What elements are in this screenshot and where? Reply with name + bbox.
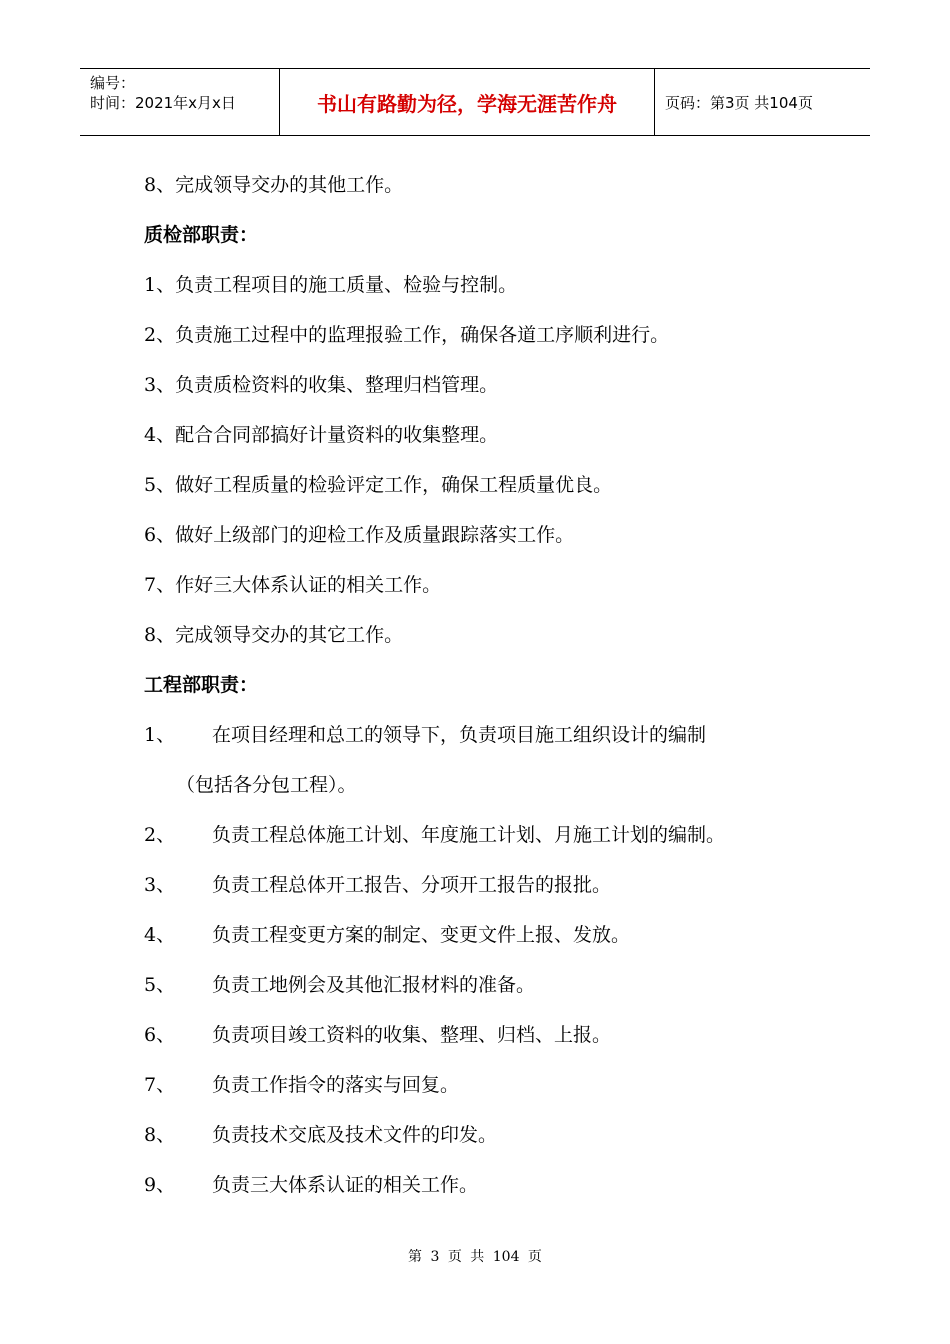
list-number: 7、 — [144, 1074, 176, 1096]
page-header — [80, 68, 870, 136]
list-item — [144, 860, 844, 910]
list-number: 3、 — [144, 874, 176, 896]
list-item: 7、作好三大体系认证的相关工作。 — [144, 574, 442, 596]
list-item: 4、配合合同部搞好计量资料的收集整理。 — [144, 424, 499, 446]
section-heading-quality: 质检部职责： — [144, 224, 259, 246]
list-item — [144, 1110, 844, 1160]
paragraph: 8、完成领导交办的其他工作。 — [144, 174, 404, 196]
list-number: 5、 — [144, 974, 176, 996]
list-number: 2、 — [144, 824, 176, 846]
list-item: 6、做好上级部门的迎检工作及质量跟踪落实工作。 — [144, 524, 575, 546]
list-item — [144, 1060, 844, 1110]
header-page-info: 页码：第3页 共104页 — [665, 93, 813, 112]
list-text: 负责项目竣工资料的收集、整理、归档、上报。 — [212, 1024, 612, 1046]
date-label: 时间：2021年x月x日 — [90, 94, 236, 112]
header-meta — [80, 69, 280, 135]
list-text: 负责三大体系认证的相关工作。 — [212, 1174, 479, 1196]
list-item: 5、做好工程质量的检验评定工作，确保工程质量优良。 — [144, 474, 613, 496]
list-number: 6、 — [144, 1024, 176, 1046]
list-number: 9、 — [144, 1174, 176, 1196]
list-item — [144, 910, 844, 960]
list-text: 在项目经理和总工的领导下，负责项目施工组织设计的编制 — [212, 724, 707, 746]
list-number: 8、 — [144, 1124, 176, 1146]
list-text: 负责工程总体开工报告、分项开工报告的报批。 — [212, 874, 612, 896]
page-footer: 第 3 页 共 104 页 — [408, 1249, 542, 1265]
list-item: 3、负责质检资料的收集、整理归档管理。 — [144, 374, 499, 396]
document-body — [144, 160, 844, 1210]
list-text: 负责技术交底及技术文件的印发。 — [212, 1124, 498, 1146]
serial-label: 编号： — [90, 74, 136, 92]
list-item: 2、负责施工过程中的监理报验工作，确保各道工序顺利进行。 — [144, 324, 670, 346]
list-item — [144, 1160, 844, 1210]
list-text: 负责工地例会及其他汇报材料的准备。 — [212, 974, 536, 996]
list-text: 负责工程变更方案的制定、变更文件上报、发放。 — [212, 924, 631, 946]
header-motto: 书山有路勤为径，学海无涯苦作舟 — [280, 69, 655, 135]
list-text: 负责工作指令的落实与回复。 — [212, 1074, 460, 1096]
list-item: 1、负责工程项目的施工质量、检验与控制。 — [144, 274, 518, 296]
section-heading-engineering: 工程部职责： — [144, 674, 259, 696]
list-continuation: （包括各分包工程）。 — [176, 774, 357, 796]
list-number: 4、 — [144, 924, 176, 946]
list-text: 负责工程总体施工计划、年度施工计划、月施工计划的编制。 — [212, 824, 726, 846]
list-item — [144, 960, 844, 1010]
list-item — [144, 1010, 844, 1060]
list-item — [144, 810, 844, 860]
list-number: 1、 — [144, 724, 176, 746]
list-item — [144, 710, 844, 760]
list-item: 8、完成领导交办的其它工作。 — [144, 624, 404, 646]
